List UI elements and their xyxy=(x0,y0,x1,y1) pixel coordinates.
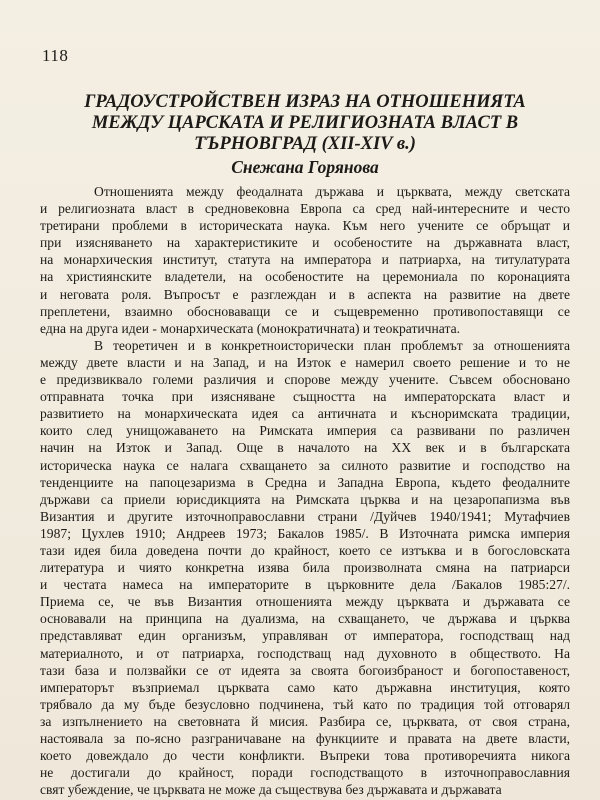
paragraph-line: и честата намеса на императорите в църковните дела /Бакалов 1985:27/. xyxy=(40,577,570,593)
article-body xyxy=(40,183,570,798)
paragraph-line: представляват един организъм, управляван от императора, господстващ над xyxy=(40,628,570,644)
paragraph-line: начин на Изток и Запад. Още в началото на XX век и в българската xyxy=(40,440,570,456)
paragraph-line: Приема се, че във Византия отношенията между църквата и държавата се xyxy=(40,594,570,610)
article-title-line: ТЪРНОВГРАД (XII-XIV в.) xyxy=(194,134,416,154)
article-title-line: ГРАДОУСТРОЙСТВЕН ИЗРАЗ НА ОТНОШЕНИЯТА xyxy=(84,92,526,112)
paragraph-line: между двете власти и на Запад, и на Изток е намерил своето решение и то не xyxy=(40,354,570,370)
paragraph-line: което довеждало до чести конфликти. Въпреки това противоречията никога xyxy=(40,748,570,764)
paragraph-line: Византия и другите източноправославни страни /Дуйчев 1940/1941; Мутафчиев xyxy=(40,508,570,524)
paragraph-line: тази идея била доведена почти до крайност, което се изтъква и в богословската xyxy=(40,542,570,558)
article-author: Снежана Горянова xyxy=(231,157,379,177)
paragraph-line: на християнските владетели, на особеностите на церемониала по коронацията xyxy=(40,269,570,285)
paragraph xyxy=(40,183,570,337)
paragraph-line: тази база и ползвайки се от идеята за своята богоизбраност и богопоставеност, xyxy=(40,662,570,678)
paragraph-line: е предизвиквало големи различия и спорове между учените. Съвсем обосновано xyxy=(40,372,570,388)
paragraph-line: свят убеждение, че църквата не може да съществува без държавата и държавата xyxy=(40,782,502,798)
paragraph-line: материалното, и от патриарха, господстващ над духовното в обществото. На xyxy=(40,645,570,661)
paragraph-line: и неговата роля. Въпросът е разглеждан и в аспекта на развитие на двете xyxy=(40,286,570,302)
paragraph-line: развитието на монархическата идея са античната и късноримската традиции, xyxy=(40,406,570,422)
paragraph-line: за изпълнението на световната й мисия. Разбира се, църквата, от своя страна, xyxy=(40,713,570,729)
paragraph-line: не достигали до крайност, поради господстващото в източноправославния xyxy=(40,765,570,781)
paragraph-line: на монархическия институт, статута на императора и патриарха, на титулатурата xyxy=(40,252,570,268)
paragraph-line: трябвало да му бъде безусловно подчинена, тъй като по традиция той отговарял xyxy=(40,696,570,712)
paragraph-line: В теоретичен и в конкретноисторически план проблемът за отношенията xyxy=(94,337,570,353)
paragraph-line: императорът възприемал църквата само като държавна институция, която xyxy=(40,679,570,695)
paragraph-line: Отношенията между феодалната държава и църквата, между светската xyxy=(94,184,570,199)
paragraph-line: държави са приели юрисдикцията на Римската църква и на цезаропапизма във xyxy=(40,491,570,507)
paragraph-line: отправната точка при изясняване същността на императорската власт и xyxy=(40,389,570,405)
paragraph-line: историческа наука се налага схващането за силното развитие и господство на xyxy=(40,457,570,473)
paragraph-line: тенденциите на папоцезаризма в Средна и Западна Европа, където феодалните xyxy=(40,474,570,490)
paragraph-line: една на друга идеи - монархическата (монократичната) и теократичната. xyxy=(40,320,461,336)
paragraph-line: преплетени, взаимно обосноваващи се и същевременно противопоставящи се xyxy=(40,303,570,319)
paragraph-line: които след унищожаването на Римската империя са развивани по различен xyxy=(40,423,570,439)
paragraph-line: литература и чиято конкретна изява била произволната смяна на патриарси xyxy=(40,560,570,576)
article-heading xyxy=(60,92,550,178)
paragraph-line: и религиозната власт в средновековна Европа са сред най-интересните и често xyxy=(40,201,570,217)
page-number: 118 xyxy=(42,46,69,65)
paragraph-line: настоявала за по-ясно разграничаване на функциите и правата на двете власти, xyxy=(40,731,570,746)
paragraph-line: третирани проблеми в историческата наука. Към него учените се обръщат и xyxy=(40,218,570,234)
paragraph-line: при изясняването на характеристиките и особеностите на държавната власт, xyxy=(40,235,570,251)
paragraph xyxy=(40,337,570,799)
paragraph-line: 1987; Цухлев 1910; Андреев 1973; Бакалов 1985/. В Източната римска империя xyxy=(40,525,570,541)
paragraph-line: основавали на принципа на дуализма, на схващането, че държава и църква xyxy=(40,611,570,627)
article-title-line: МЕЖДУ ЦАРСКАТА И РЕЛИГИОЗНАТА ВЛАСТ В xyxy=(91,113,519,133)
